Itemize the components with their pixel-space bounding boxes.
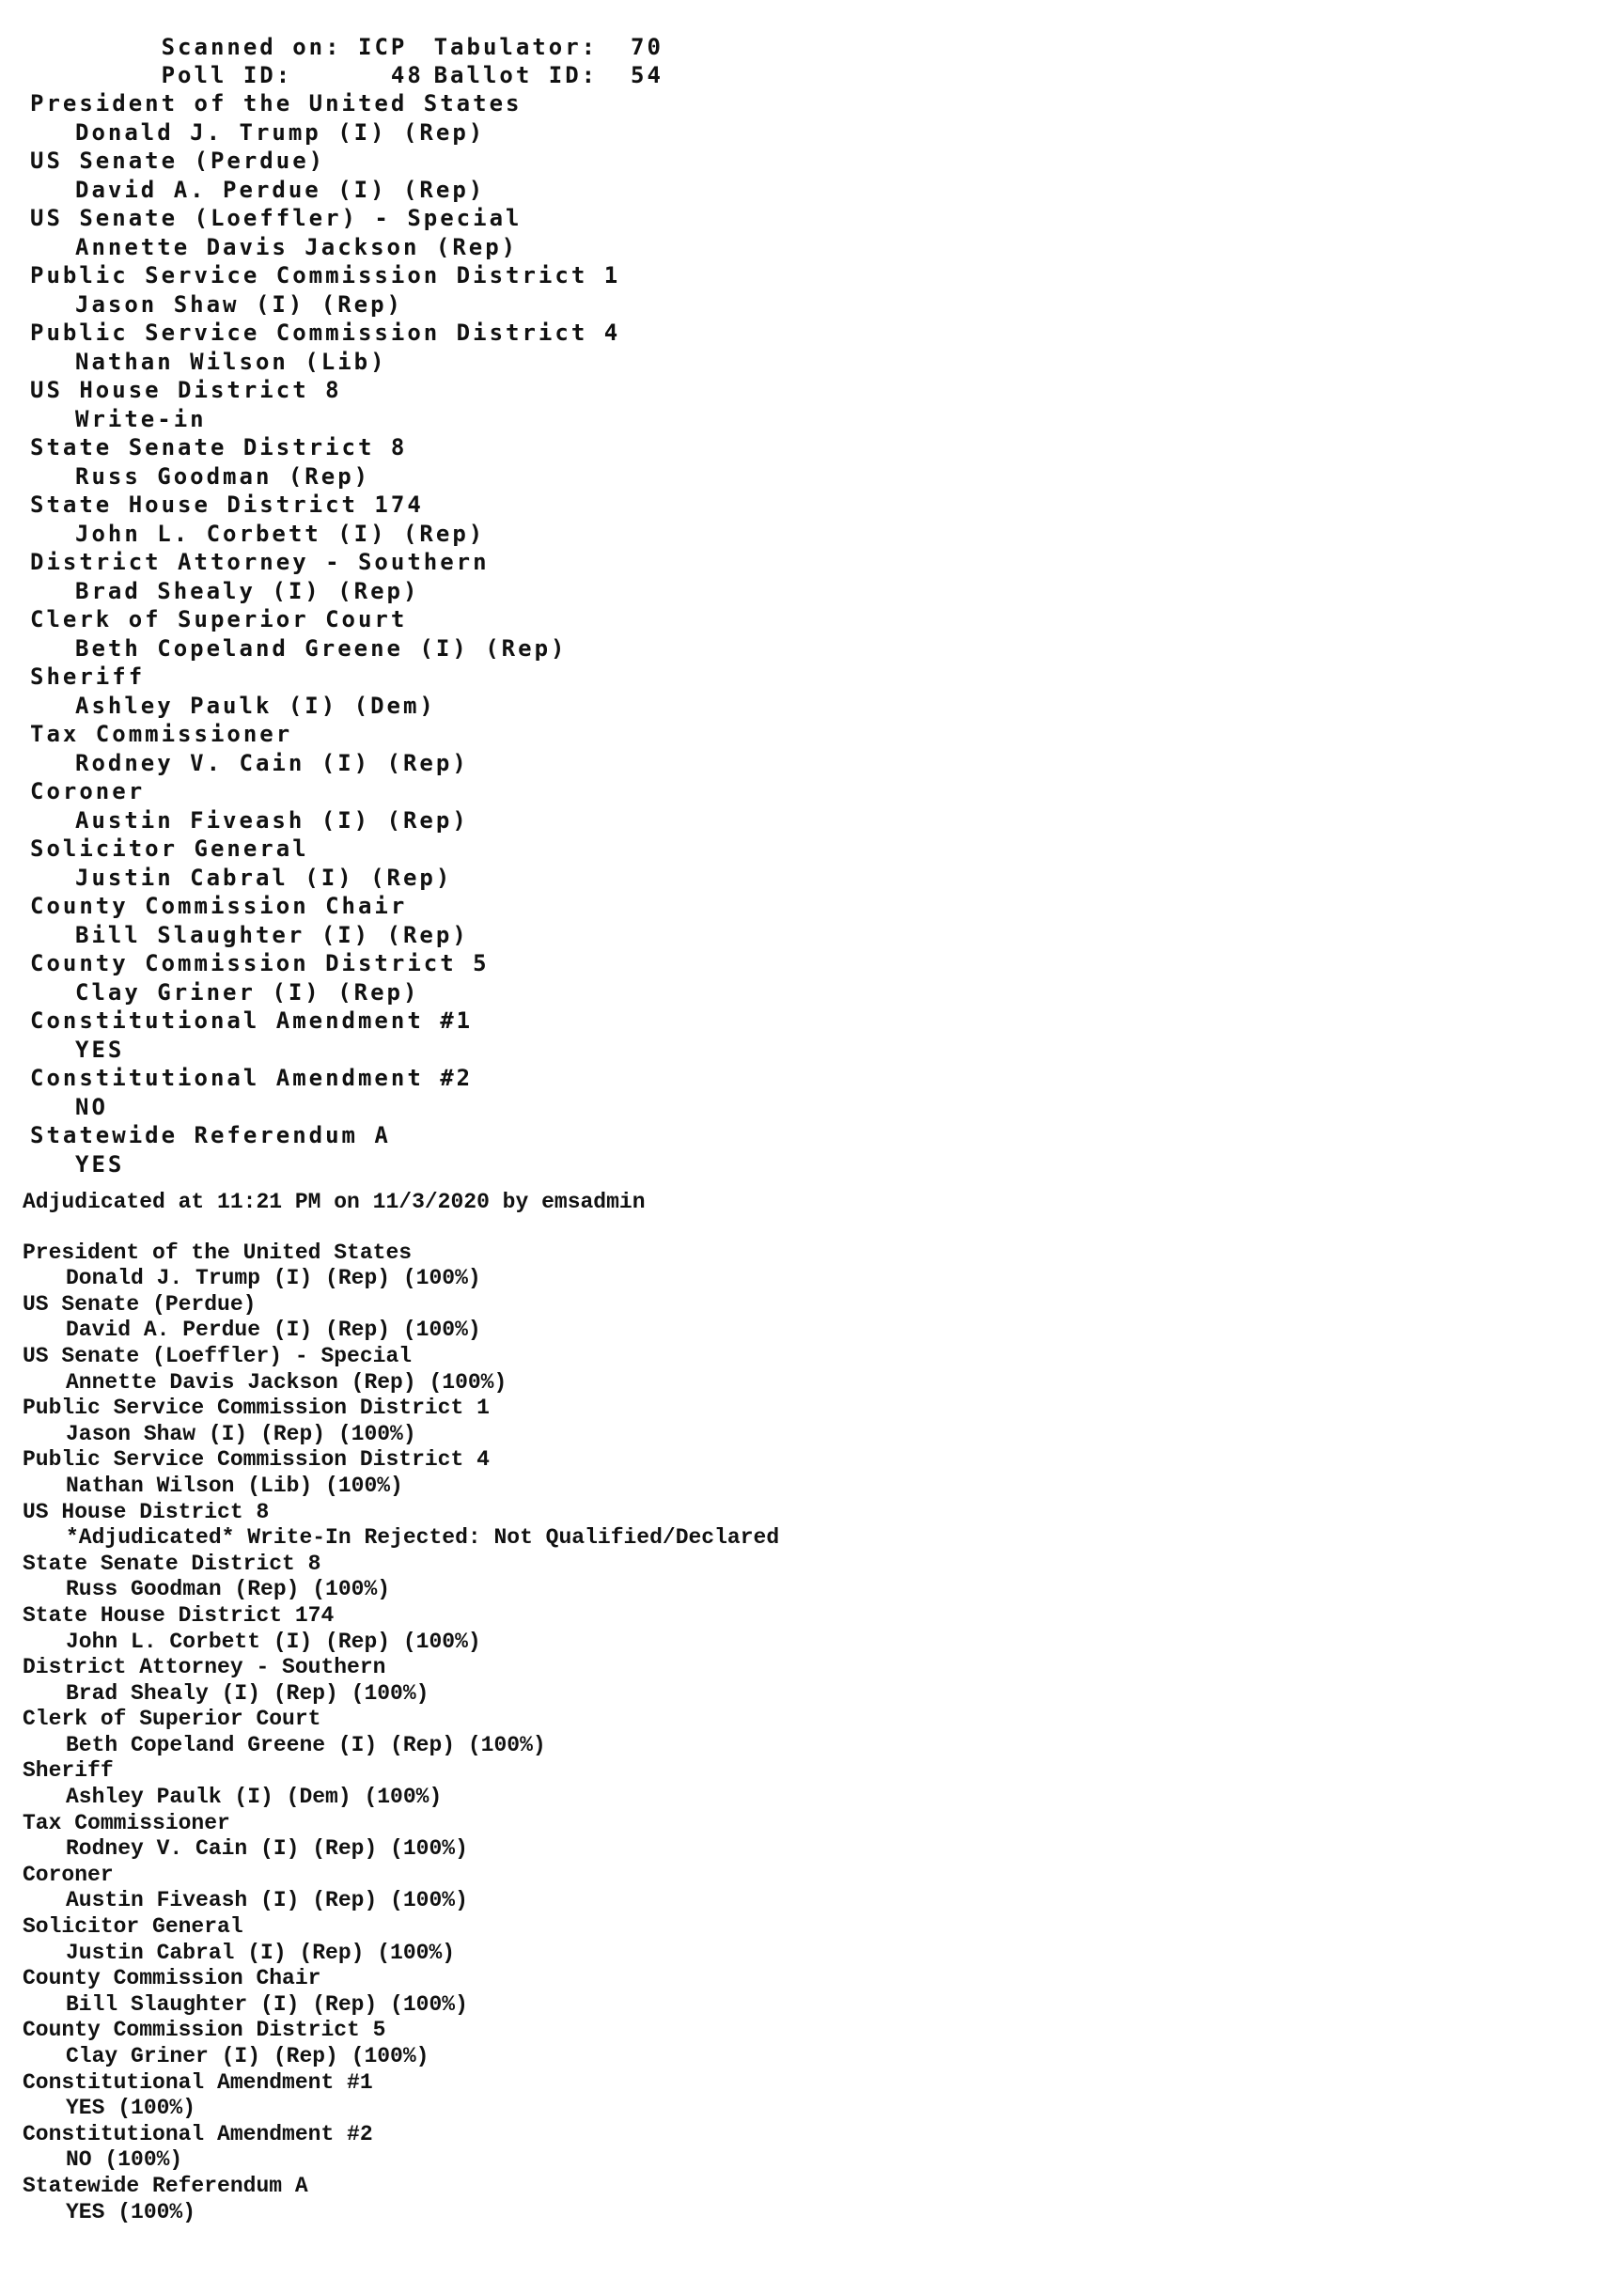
contest-title: Tax Commissioner [23, 1810, 230, 1835]
contest-entry [30, 777, 970, 835]
contest-choice: Beth Copeland Greene (I) (Rep) [75, 634, 568, 662]
poll-id-label: Poll ID: [161, 62, 293, 88]
contest-entry [30, 1121, 970, 1178]
contest-entry [23, 2070, 1338, 2122]
contest-entry [23, 1396, 1338, 1447]
contest-entry [30, 261, 970, 319]
contest-title: Public Service Commission District 4 [30, 320, 621, 346]
contest-title: Statewide Referendum A [30, 1122, 391, 1148]
contest-choice: Write-in [75, 405, 207, 432]
scanned-on-field [162, 33, 434, 62]
contest-choice: Clay Griner (I) (Rep) [75, 978, 420, 1006]
contest-choice: Beth Copeland Greene (I) (Rep) (100%) [66, 1732, 546, 1757]
contest-title: District Attorney - Southern [30, 549, 490, 575]
contest-title: US House District 8 [30, 377, 342, 403]
ballot-id-field [434, 61, 664, 90]
contest-choice: Ashley Paulk (I) (Dem) [75, 692, 436, 719]
contest-title: Coroner [30, 778, 146, 804]
contest-entry [23, 1292, 1338, 1344]
contest-title: State Senate District 8 [30, 434, 408, 460]
contest-entry [30, 491, 970, 548]
contest-title: Solicitor General [30, 835, 309, 862]
adjudication-section [23, 1190, 1338, 2225]
contest-entry [30, 204, 970, 261]
contest-entry [30, 319, 970, 376]
scanned-on-label: Scanned on: [161, 33, 342, 60]
contest-title: Clerk of Superior Court [30, 606, 408, 632]
contest-title: US Senate (Loeffler) - Special [23, 1343, 413, 1368]
tabulator-field [434, 33, 664, 62]
contest-entry [23, 1447, 1338, 1499]
contest-title: Constitutional Amendment #1 [23, 2069, 373, 2095]
contest-choice: David A. Perdue (I) (Rep) (100%) [66, 1318, 481, 1343]
contest-entry [23, 1914, 1338, 1966]
contest-title: District Attorney - Southern [23, 1655, 386, 1680]
contest-choice: Justin Cabral (I) (Rep) (100%) [66, 1940, 456, 1965]
contest-title: Public Service Commission District 4 [23, 1447, 490, 1473]
contest-title: US House District 8 [23, 1499, 270, 1524]
ballot-id-value: 54 [631, 62, 664, 88]
contest-choice: Brad Shealy (I) (Rep) [75, 577, 420, 604]
contest-title: Public Service Commission District 1 [23, 1396, 490, 1421]
contest-choice: Rodney V. Cain (I) (Rep) [75, 749, 469, 776]
contest-entry [30, 89, 970, 147]
contest-entry [30, 892, 970, 949]
contest-entry [30, 548, 970, 605]
contest-choice: Justin Cabral (I) (Rep) [75, 864, 453, 891]
contest-title: US Senate (Loeffler) - Special [30, 205, 523, 231]
contest-entry [23, 1811, 1338, 1863]
scanned-ballot-section [30, 4, 970, 1178]
contest-choice: Nathan Wilson (Lib) (100%) [66, 1473, 403, 1498]
contest-choice: Rodney V. Cain (I) (Rep) (100%) [66, 1836, 468, 1862]
contest-entry [30, 835, 970, 892]
contest-entry [23, 1758, 1338, 1810]
contest-choice: Jason Shaw (I) (Rep) [75, 290, 403, 318]
contest-entry [30, 605, 970, 663]
contest-entry [23, 1344, 1338, 1396]
contest-title: County Commission District 5 [30, 950, 490, 976]
tabulator-label: Tabulator: [433, 33, 599, 60]
contest-title: Constitutional Amendment #2 [23, 2121, 373, 2146]
scan-header [30, 4, 970, 88]
contest-title: County Commission District 5 [23, 2018, 386, 2043]
contest-title: Sheriff [30, 663, 146, 690]
poll-id-field [162, 61, 434, 90]
contest-title: Public Service Commission District 1 [30, 262, 621, 289]
contest-choice: Bill Slaughter (I) (Rep) (100%) [66, 1991, 468, 2017]
contest-title: Tax Commissioner [30, 721, 293, 747]
contest-entry [30, 663, 970, 720]
contest-choice: Donald J. Trump (I) (Rep) (100%) [66, 1266, 481, 1291]
contest-entry [30, 1064, 970, 1121]
contest-choice: Russ Goodman (Rep) (100%) [66, 1577, 391, 1602]
contest-entry [23, 1655, 1338, 1707]
contest-choice: NO (100%) [66, 2147, 183, 2173]
contest-entry [30, 147, 970, 204]
contest-entry [30, 720, 970, 777]
contest-choice: Ashley Paulk (I) (Dem) (100%) [66, 1785, 443, 1810]
contest-entry [23, 1966, 1338, 2018]
contest-title: County Commission Chair [23, 1966, 321, 1991]
contest-choice: Austin Fiveash (I) (Rep) (100%) [66, 1888, 468, 1913]
scanned-contest-list [30, 89, 970, 1178]
contest-entry [23, 2174, 1338, 2225]
contest-entry [23, 1603, 1338, 1655]
contest-entry [23, 1500, 1338, 1552]
contest-choice: YES [75, 1150, 125, 1178]
contest-title: County Commission Chair [30, 893, 408, 919]
contest-title: State House District 174 [30, 491, 424, 518]
contest-choice: *Adjudicated* Write-In Rejected: Not Qualified/Declared [66, 1525, 780, 1551]
contest-entry [23, 1863, 1338, 1914]
contest-entry [23, 1707, 1338, 1758]
contest-title: Clerk of Superior Court [23, 1707, 321, 1732]
contest-entry [30, 949, 970, 1006]
contest-choice: YES (100%) [66, 2199, 196, 2224]
contest-choice: David A. Perdue (I) (Rep) [75, 176, 486, 203]
ballot-id-label: Ballot ID: [433, 62, 599, 88]
contest-choice: Austin Fiveash (I) (Rep) [75, 806, 469, 834]
contest-title: President of the United States [30, 90, 523, 117]
contest-title: Statewide Referendum A [23, 2173, 308, 2198]
contest-entry [23, 1552, 1338, 1603]
contest-title: President of the United States [23, 1240, 413, 1265]
contest-choice: Brad Shealy (I) (Rep) (100%) [66, 1680, 429, 1706]
contest-title: Constitutional Amendment #2 [30, 1065, 474, 1091]
contest-entry [23, 2122, 1338, 2174]
contest-choice: John L. Corbett (I) (Rep) [75, 520, 486, 547]
scan-header-row-1 [30, 4, 970, 60]
adjudication-line: Adjudicated at 11:21 PM on 11/3/2020 by emsadmin [23, 1190, 646, 1214]
contest-choice: NO [75, 1093, 108, 1120]
contest-choice: Donald J. Trump (I) (Rep) [75, 118, 486, 146]
contest-title: Coroner [23, 1862, 114, 1887]
contest-choice: Nathan Wilson (Lib) [75, 348, 387, 375]
scanned-on-value: ICP [358, 33, 408, 60]
contest-entry [23, 1240, 1338, 1292]
contest-title: Sheriff [23, 1758, 114, 1784]
tabulator-value: 70 [631, 33, 664, 60]
contest-title: State House District 174 [23, 1602, 335, 1628]
adjudicated-contest-list [23, 1240, 1338, 2226]
contest-choice: Jason Shaw (I) (Rep) (100%) [66, 1421, 416, 1446]
contest-title: State Senate District 8 [23, 1551, 321, 1576]
contest-title: US Senate (Perdue) [23, 1291, 257, 1317]
contest-entry [30, 433, 970, 491]
contest-title: US Senate (Perdue) [30, 148, 326, 174]
contest-choice: Bill Slaughter (I) (Rep) [75, 921, 469, 948]
contest-choice: YES (100%) [66, 2096, 196, 2121]
contest-entry [30, 376, 970, 433]
contest-choice: YES [75, 1036, 125, 1063]
contest-title: Solicitor General [23, 1914, 243, 1940]
contest-choice: Annette Davis Jackson (Rep) [75, 233, 519, 260]
contest-entry [30, 1006, 970, 1064]
contest-title: Constitutional Amendment #1 [30, 1007, 474, 1034]
contest-entry [23, 2018, 1338, 2069]
poll-id-value: 48 [390, 62, 424, 88]
contest-choice: Clay Griner (I) (Rep) (100%) [66, 2044, 429, 2068]
contest-choice: John L. Corbett (I) (Rep) (100%) [66, 1629, 481, 1654]
contest-choice: Russ Goodman (Rep) [75, 462, 371, 490]
contest-choice: Annette Davis Jackson (Rep) (100%) [66, 1369, 508, 1395]
